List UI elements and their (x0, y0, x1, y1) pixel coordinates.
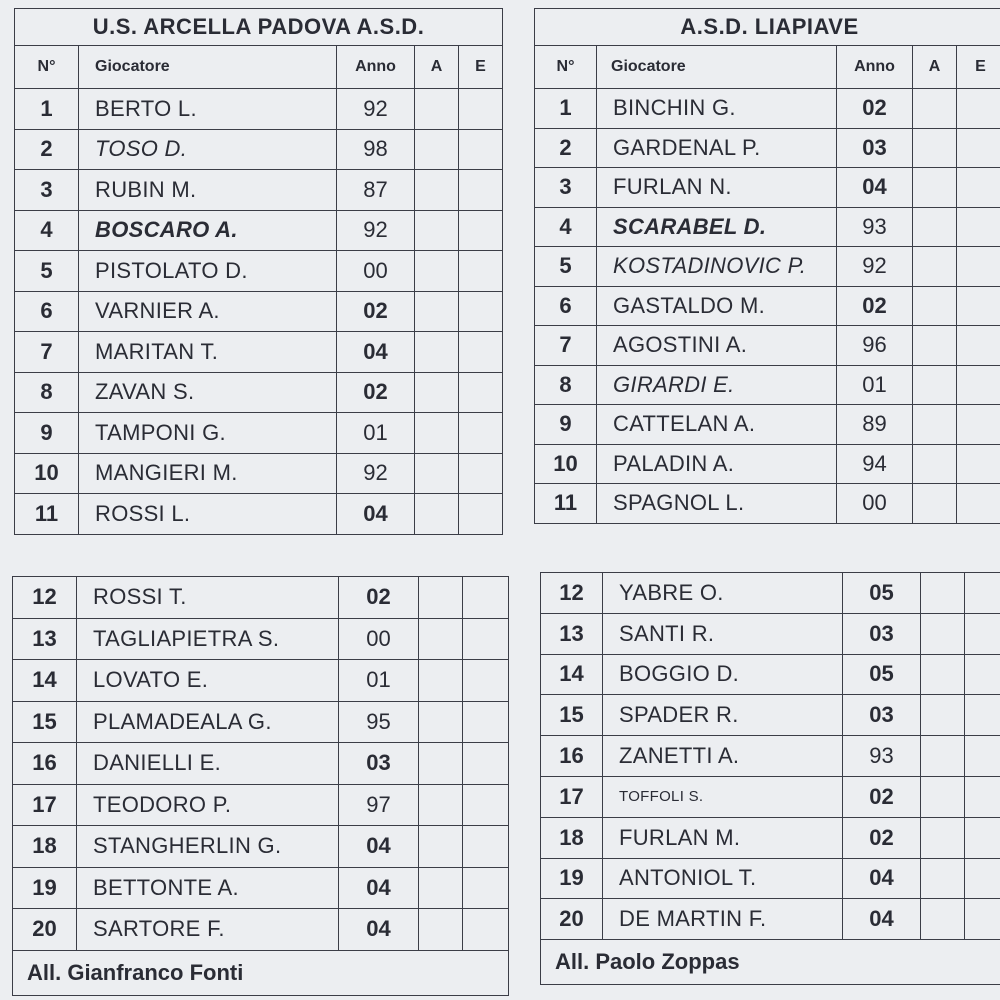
cell-a (913, 168, 957, 208)
player-year: 87 (337, 170, 415, 211)
player-name: BOGGIO D. (603, 654, 843, 695)
cell-a (419, 784, 463, 826)
cell-a (921, 776, 965, 817)
header-a: A (415, 46, 459, 89)
player-name: ROSSI T. (77, 577, 339, 619)
player-number: 13 (541, 613, 603, 654)
cell-e (463, 909, 509, 951)
cell-e (965, 899, 1000, 940)
header-player: Giocatore (79, 46, 337, 89)
player-name: SCARABEL D. (597, 207, 837, 247)
header-e: E (957, 46, 1000, 89)
player-year: 00 (837, 484, 913, 524)
cell-e (463, 867, 509, 909)
player-row (535, 168, 1000, 208)
player-row (15, 129, 503, 170)
player-year: 02 (843, 776, 921, 817)
cell-a (913, 405, 957, 445)
cell-e (965, 736, 1000, 777)
player-name: MANGIERI M. (79, 453, 337, 494)
player-row (15, 413, 503, 454)
player-number: 2 (535, 128, 597, 168)
player-name: TOFFOLI S. (603, 776, 843, 817)
player-year: 01 (837, 365, 913, 405)
player-row (535, 365, 1000, 405)
player-name: MARITAN T. (79, 332, 337, 373)
player-name: BOSCARO A. (79, 210, 337, 251)
player-row (15, 210, 503, 251)
player-number: 19 (541, 858, 603, 899)
player-name: VARNIER A. (79, 291, 337, 332)
player-name: TAGLIAPIETRA S. (77, 618, 339, 660)
player-name: LOVATO E. (77, 660, 339, 702)
player-number: 3 (535, 168, 597, 208)
header-player: Giocatore (597, 46, 837, 89)
player-name: SANTI R. (603, 613, 843, 654)
player-name: BETTONTE A. (77, 867, 339, 909)
cell-e (459, 251, 503, 292)
player-year: 95 (339, 701, 419, 743)
cell-e (957, 207, 1000, 247)
cell-a (419, 577, 463, 619)
player-name: RUBIN M. (79, 170, 337, 211)
cell-e (965, 858, 1000, 899)
player-number: 15 (541, 695, 603, 736)
player-row (535, 89, 1000, 129)
cell-e (463, 826, 509, 868)
header-number: N° (15, 46, 79, 89)
player-row (13, 660, 509, 702)
cell-e (957, 444, 1000, 484)
cell-a (415, 170, 459, 211)
player-year: 02 (337, 291, 415, 332)
cell-e (459, 453, 503, 494)
player-year: 03 (843, 613, 921, 654)
cell-a (415, 332, 459, 373)
player-year: 94 (837, 444, 913, 484)
cell-e (965, 817, 1000, 858)
cell-a (913, 247, 957, 287)
header-e: E (459, 46, 503, 89)
cell-a (913, 484, 957, 524)
cell-e (957, 128, 1000, 168)
cell-e (957, 326, 1000, 366)
player-row (15, 251, 503, 292)
player-number: 3 (15, 170, 79, 211)
cell-e (459, 89, 503, 130)
cell-e (459, 210, 503, 251)
cell-e (957, 286, 1000, 326)
player-row (535, 326, 1000, 366)
player-name: GARDENAL P. (597, 128, 837, 168)
player-number: 14 (541, 654, 603, 695)
player-row (13, 909, 509, 951)
player-number: 15 (13, 701, 77, 743)
cell-a (415, 494, 459, 535)
cell-e (459, 332, 503, 373)
player-row (535, 247, 1000, 287)
team1-coach: All. Gianfranco Fonti (13, 950, 509, 995)
player-number: 18 (541, 817, 603, 858)
cell-a (921, 695, 965, 736)
player-name: YABRE O. (603, 573, 843, 614)
cell-e (459, 129, 503, 170)
player-number: 12 (13, 577, 77, 619)
player-year: 04 (337, 332, 415, 373)
cell-a (913, 286, 957, 326)
player-number: 8 (535, 365, 597, 405)
player-name: SPADER R. (603, 695, 843, 736)
cell-e (957, 484, 1000, 524)
player-name: GIRARDI E. (597, 365, 837, 405)
player-row (541, 817, 1000, 858)
player-year: 04 (339, 867, 419, 909)
header-year: Anno (837, 46, 913, 89)
player-number: 11 (15, 494, 79, 535)
player-year: 98 (337, 129, 415, 170)
player-row (541, 899, 1000, 940)
player-year: 92 (337, 453, 415, 494)
cell-e (463, 660, 509, 702)
cell-a (415, 251, 459, 292)
player-row (13, 826, 509, 868)
player-name: GASTALDO M. (597, 286, 837, 326)
player-number: 13 (13, 618, 77, 660)
player-name: BERTO L. (79, 89, 337, 130)
team2-title: A.S.D. LIAPIAVE (535, 9, 1000, 46)
player-row (15, 494, 503, 535)
player-name: ROSSI L. (79, 494, 337, 535)
player-year: 04 (843, 858, 921, 899)
player-number: 18 (13, 826, 77, 868)
cell-a (415, 210, 459, 251)
player-number: 6 (15, 291, 79, 332)
team1-title: U.S. ARCELLA PADOVA A.S.D. (15, 9, 503, 46)
player-year: 01 (337, 413, 415, 454)
cell-e (459, 413, 503, 454)
cell-a (913, 89, 957, 129)
player-name: CATTELAN A. (597, 405, 837, 445)
team1-reserves-table (12, 576, 509, 996)
player-number: 5 (535, 247, 597, 287)
player-year: 05 (843, 654, 921, 695)
player-row (535, 207, 1000, 247)
player-year: 96 (837, 326, 913, 366)
cell-e (965, 654, 1000, 695)
player-row (15, 170, 503, 211)
player-year: 05 (843, 573, 921, 614)
player-number: 7 (535, 326, 597, 366)
player-number: 14 (13, 660, 77, 702)
cell-a (419, 826, 463, 868)
player-row (13, 743, 509, 785)
player-year: 00 (339, 618, 419, 660)
player-row (541, 736, 1000, 777)
cell-a (921, 858, 965, 899)
cell-a (921, 654, 965, 695)
cell-a (419, 909, 463, 951)
player-year: 02 (837, 89, 913, 129)
cell-e (459, 170, 503, 211)
player-year: 97 (339, 784, 419, 826)
player-number: 16 (13, 743, 77, 785)
player-number: 17 (541, 776, 603, 817)
cell-a (415, 413, 459, 454)
cell-e (463, 784, 509, 826)
player-year: 04 (339, 909, 419, 951)
player-year: 92 (337, 89, 415, 130)
player-name: PISTOLATO D. (79, 251, 337, 292)
player-year: 04 (837, 168, 913, 208)
player-name: TAMPONI G. (79, 413, 337, 454)
cell-a (921, 736, 965, 777)
player-year: 02 (339, 577, 419, 619)
player-name: SPAGNOL L. (597, 484, 837, 524)
cell-a (419, 867, 463, 909)
player-row (15, 453, 503, 494)
player-number: 19 (13, 867, 77, 909)
player-row (541, 573, 1000, 614)
cell-a (415, 372, 459, 413)
player-number: 4 (535, 207, 597, 247)
player-number: 2 (15, 129, 79, 170)
player-name: FURLAN M. (603, 817, 843, 858)
team1-starters-table (14, 8, 503, 535)
player-name: KOSTADINOVIC P. (597, 247, 837, 287)
cell-a (419, 743, 463, 785)
cell-a (415, 291, 459, 332)
player-year: 03 (837, 128, 913, 168)
team2-coach: All. Paolo Zoppas (541, 940, 1000, 985)
player-row (15, 291, 503, 332)
header-a: A (913, 46, 957, 89)
cell-e (965, 695, 1000, 736)
cell-a (921, 613, 965, 654)
player-number: 6 (535, 286, 597, 326)
player-name: TEODORO P. (77, 784, 339, 826)
cell-a (913, 207, 957, 247)
player-name: DANIELLI E. (77, 743, 339, 785)
cell-a (913, 365, 957, 405)
cell-a (419, 618, 463, 660)
player-number: 1 (535, 89, 597, 129)
player-name: BINCHIN G. (597, 89, 837, 129)
cell-e (957, 168, 1000, 208)
cell-e (459, 494, 503, 535)
player-number: 7 (15, 332, 79, 373)
player-year: 03 (843, 695, 921, 736)
cell-e (463, 743, 509, 785)
player-row (535, 405, 1000, 445)
cell-e (459, 372, 503, 413)
player-row (13, 701, 509, 743)
cell-a (921, 573, 965, 614)
cell-e (463, 577, 509, 619)
player-row (15, 89, 503, 130)
player-row (13, 784, 509, 826)
player-number: 12 (541, 573, 603, 614)
player-row (535, 484, 1000, 524)
cell-a (921, 899, 965, 940)
cell-a (415, 453, 459, 494)
header-number: N° (535, 46, 597, 89)
player-year: 02 (837, 286, 913, 326)
cell-a (415, 89, 459, 130)
player-number: 1 (15, 89, 79, 130)
player-number: 10 (15, 453, 79, 494)
player-name: PLAMADEALA G. (77, 701, 339, 743)
cell-e (957, 89, 1000, 129)
player-number: 4 (15, 210, 79, 251)
player-year: 00 (337, 251, 415, 292)
cell-e (463, 701, 509, 743)
player-name: STANGHERLIN G. (77, 826, 339, 868)
team2-starters-table (534, 8, 1000, 524)
cell-a (913, 444, 957, 484)
cell-a (921, 817, 965, 858)
player-year: 01 (339, 660, 419, 702)
player-number: 9 (535, 405, 597, 445)
cell-a (419, 660, 463, 702)
player-year: 04 (843, 899, 921, 940)
player-row (15, 372, 503, 413)
player-row (13, 867, 509, 909)
cell-e (965, 776, 1000, 817)
cell-e (965, 573, 1000, 614)
player-number: 5 (15, 251, 79, 292)
player-name: FURLAN N. (597, 168, 837, 208)
cell-e (463, 618, 509, 660)
player-year: 93 (843, 736, 921, 777)
player-row (535, 128, 1000, 168)
player-name: ANTONIOL T. (603, 858, 843, 899)
player-year: 93 (837, 207, 913, 247)
player-year: 89 (837, 405, 913, 445)
cell-e (965, 613, 1000, 654)
player-row (541, 654, 1000, 695)
player-number: 17 (13, 784, 77, 826)
player-name: SARTORE F. (77, 909, 339, 951)
cell-a (419, 701, 463, 743)
player-row (541, 613, 1000, 654)
player-year: 04 (337, 494, 415, 535)
player-row (541, 695, 1000, 736)
player-year: 92 (837, 247, 913, 287)
player-name: ZANETTI A. (603, 736, 843, 777)
cell-a (913, 128, 957, 168)
player-number: 8 (15, 372, 79, 413)
player-row (13, 577, 509, 619)
header-year: Anno (337, 46, 415, 89)
team2-reserves-table (540, 572, 1000, 985)
cell-a (913, 326, 957, 366)
player-name: TOSO D. (79, 129, 337, 170)
player-year: 02 (843, 817, 921, 858)
cell-e (957, 247, 1000, 287)
player-row (541, 858, 1000, 899)
player-name: ZAVAN S. (79, 372, 337, 413)
player-year: 04 (339, 826, 419, 868)
player-row (535, 444, 1000, 484)
cell-e (459, 291, 503, 332)
player-row (541, 776, 1000, 817)
player-number: 20 (541, 899, 603, 940)
player-row (13, 618, 509, 660)
player-name: DE MARTIN F. (603, 899, 843, 940)
cell-e (957, 365, 1000, 405)
player-number: 11 (535, 484, 597, 524)
player-number: 20 (13, 909, 77, 951)
player-number: 10 (535, 444, 597, 484)
player-name: AGOSTINI A. (597, 326, 837, 366)
player-number: 16 (541, 736, 603, 777)
player-year: 02 (337, 372, 415, 413)
player-name: PALADIN A. (597, 444, 837, 484)
player-row (535, 286, 1000, 326)
player-number: 9 (15, 413, 79, 454)
player-row (15, 332, 503, 373)
cell-a (415, 129, 459, 170)
player-year: 92 (337, 210, 415, 251)
player-year: 03 (339, 743, 419, 785)
cell-e (957, 405, 1000, 445)
